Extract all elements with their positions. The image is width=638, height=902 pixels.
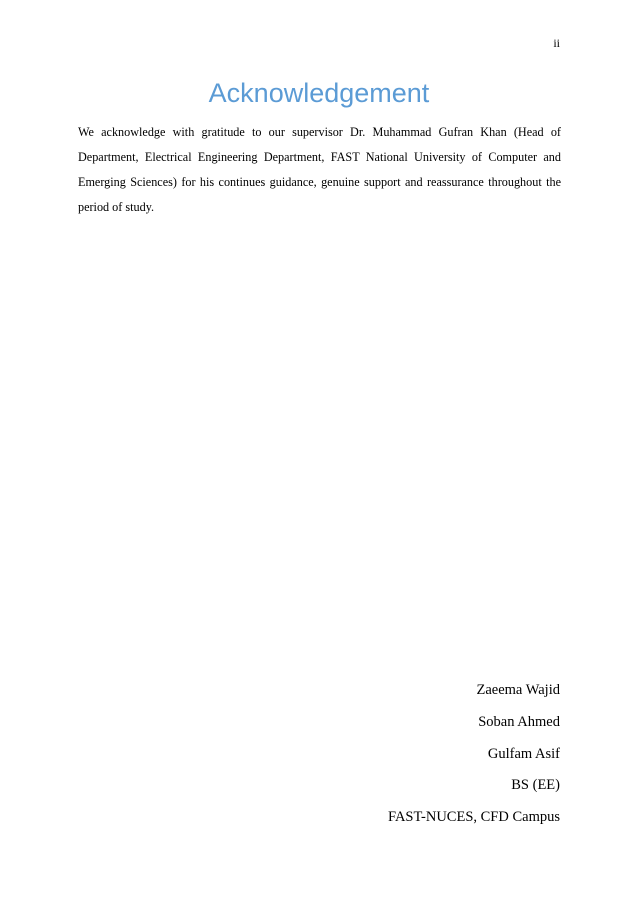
signature-author-1: Zaeema Wajid <box>476 682 560 698</box>
page-number: ii <box>553 36 560 50</box>
signature-author-2: Soban Ahmed <box>478 713 560 730</box>
acknowledgement-paragraph: We acknowledge with gratitude to our supervisor Dr. Muhammad Gufran Khan (Head of Department, Electrical Engineering Department, FAST National University of Computer and Emerging Sciences) for his continues guidance, genuine support and reassurance throughout the period of study. <box>78 125 561 214</box>
signature-institution: FAST-NUCES, CFD Campus <box>387 809 560 826</box>
page-title: Acknowledgement <box>208 78 430 108</box>
signature-block <box>260 675 560 834</box>
signature-author-3: Gulfam Asif <box>487 745 560 762</box>
signature-degree: BS (EE) <box>511 777 560 794</box>
